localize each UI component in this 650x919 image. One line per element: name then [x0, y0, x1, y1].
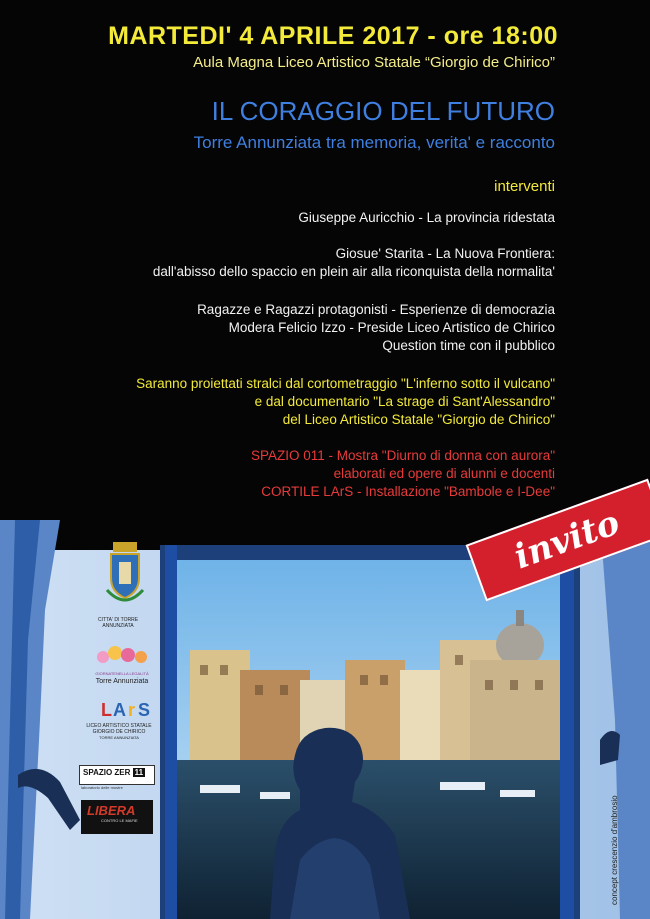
lars-label-3: TORRE ANNUNZIATA [99, 735, 139, 740]
svg-text:A: A [113, 700, 126, 720]
event-subtitle: Torre Annunziata tra memoria, verita' e racconto [193, 133, 555, 152]
spazio-number: 11 [134, 768, 144, 777]
question-time-line: Question time con il pubblico [382, 338, 555, 353]
projection-line: e dal documentario "La strage di Sant'Alessandro" [254, 394, 555, 409]
spazio-sublabel: laboratorio delle mostre [81, 785, 123, 790]
libera-name: LIBERA [87, 803, 136, 818]
event-venue: Aula Magna Liceo Artistico Statale “Giorgio de Chirico” [193, 54, 555, 71]
speaker-line: Giuseppe Auricchio - La provincia ridestata [298, 210, 555, 225]
moderator-line: Modera Felicio Izzo - Preside Liceo Artistico de Chirico [228, 320, 555, 335]
libera-sublabel: CONTRO LE MAFIE [101, 818, 138, 823]
invito-label: invito [509, 502, 625, 578]
svg-text:L: L [101, 700, 112, 720]
interventi-heading: interventi [494, 178, 555, 195]
exhibition-line: SPAZIO 011 - Mostra "Diurno di donna con aurora" [251, 448, 555, 463]
lars-label-2: GIORGIO DE CHIRICO [92, 729, 146, 735]
forum-bubbles-icon [95, 643, 151, 671]
spazio-label: SPAZIO ZER [83, 768, 131, 777]
spazio-zero-logo [79, 765, 155, 785]
citta-label: CITTA' DI TORRE ANNUNZIATA [97, 617, 139, 629]
exhibition-line: elaborati ed opere di alunni e docenti [333, 466, 555, 481]
libera-logo [81, 800, 153, 834]
svg-text:S: S [138, 700, 151, 720]
event-title: IL CORAGGIO DEL FUTURO [211, 96, 555, 126]
speaker-line: Ragazze e Ragazzi protagonisti - Esperienze di democrazia [197, 302, 555, 317]
lars-logo-icon [97, 698, 153, 720]
torre-annunziata-crest-icon [105, 540, 145, 615]
lars-label-1: LICEO ARTISTICO STATALE [86, 723, 152, 729]
forum-label: Torre Annunziata [95, 678, 149, 685]
forum-label-small: GIORNATENELLA LEGALITÀ [95, 671, 149, 676]
speaker-line: dall'abisso dello spaccio en plein air alla riconquista della normalita' [152, 264, 555, 279]
speaker-line: Giosue' Starita - La Nuova Frontiera: [335, 246, 555, 261]
projection-line: Saranno proiettati stralci dal cortometraggio "L'inferno sotto il vulcano" [136, 376, 555, 391]
svg-text:r: r [128, 700, 136, 720]
event-date: MARTEDI' 4 APRILE 2017 - ore 18:00 [108, 22, 558, 50]
exhibition-line: CORTILE LArS - Installazione "Bambole e I-Dee" [261, 484, 555, 499]
projection-line: del Liceo Artistico Statale "Giorgio de Chirico" [282, 412, 555, 427]
design-credit: concept crescenzio d'ambrosio [610, 795, 619, 905]
